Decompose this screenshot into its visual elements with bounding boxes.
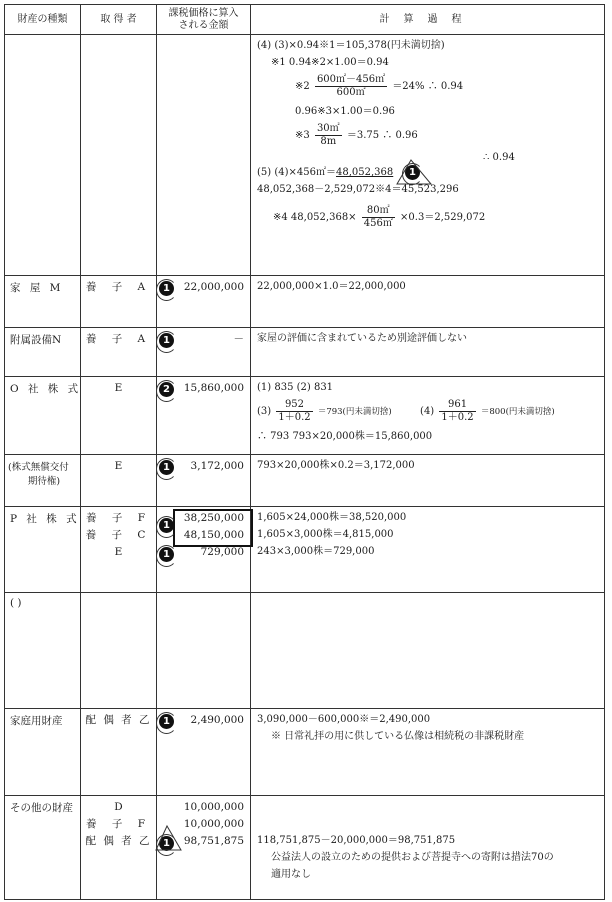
acquirer-cell: 養 子 F 養 子 C E	[81, 507, 157, 593]
amount-cell: 1 22,000,000	[157, 276, 251, 328]
score-mark: 1	[159, 547, 174, 562]
fraction: $\frac{961}{1+0.2}$	[441, 399, 474, 423]
score-mark: 1	[405, 165, 420, 180]
table-row-fixture	[5, 328, 605, 377]
kind-cell: 家 屋 M	[5, 276, 81, 328]
calc-line: 48,052,368－2,529,072※4＝45,523,296	[257, 184, 459, 195]
valuation-table	[4, 4, 605, 900]
calc-line: 0.96※3×1.00＝0.96	[295, 106, 395, 117]
fraction: $\frac{80㎡}{456㎡}$	[363, 205, 393, 229]
score-mark: 1	[159, 518, 174, 533]
kind-cell: 附属設備N	[5, 328, 81, 377]
table-row-house	[5, 276, 605, 328]
kind-cell: 家庭用財産	[5, 709, 81, 796]
table-row-p-stock	[5, 507, 605, 593]
calc-line: ※1 0.94※2×1.00＝0.94	[271, 57, 389, 68]
calc-cell: 1,605×24,000株＝38,520,000 1,605×3,000株＝4,815,000 243×3,000株＝729,000	[251, 507, 605, 593]
calc-line: ∴ 0.94	[483, 152, 515, 163]
calc-cell: 家屋の評価に含まれているため別途評価しない	[251, 328, 605, 377]
amount-cell: 1 －	[157, 328, 251, 377]
calc-line: (4) (3)×0.94※1＝105,378(円未満切捨)	[257, 40, 445, 51]
table-row-household	[5, 709, 605, 796]
header-amount	[157, 5, 251, 35]
header-acquirer: 取 得 者	[81, 5, 157, 35]
underlined-value: 48,052,368	[335, 167, 394, 178]
table-row-blank	[5, 593, 605, 709]
kind-cell: その他の財産	[5, 796, 81, 900]
header-row	[5, 5, 605, 35]
acquirer-cell: 養 子 A	[81, 328, 157, 377]
fraction: $\frac{952}{1+0.2}$	[278, 399, 311, 423]
score-mark: 1	[159, 281, 174, 296]
kind-cell: ( )	[5, 593, 81, 709]
score-mark: 1	[159, 333, 174, 348]
calc-line: ※2 $\frac{600㎡-456㎡}{600㎡}$ ＝24% ∴ 0.94	[295, 74, 464, 98]
header-calc: 計算過程	[251, 5, 605, 35]
acquirer-cell: E	[81, 377, 157, 455]
triangle-mark-icon	[153, 824, 183, 852]
table-row-other	[5, 796, 605, 900]
acquirer-cell: 配 偶 者 乙	[81, 709, 157, 796]
calc-cell: (1) 835 (2) 831 (3) $\frac{952}{1+0.2}$ ＝793(円未満切捨) (4) $\frac{961}{1+0.2}$ ＝800(円未満切捨) ∴ 793 793×20,000株＝15,860,000	[251, 377, 605, 455]
acquirer-cell: D 養 子 F 配 偶 者 乙	[81, 796, 157, 900]
calc-line: (5) (4)×456㎡＝48,052,368 1	[257, 164, 604, 181]
header-kind: 財産の種類	[5, 5, 81, 35]
calc-cell: 118,751,875－20,000,000＝98,751,875 公益法人の設立のための提供および菩提寺への寄附は措法70の 適用なし	[251, 796, 605, 900]
calc-line: ※4 48,052,368× $\frac{80㎡}{456㎡}$ ×0.3＝2,529,072	[273, 205, 486, 229]
amount-cell: 1 3,172,000	[157, 455, 251, 507]
score-mark: 2	[159, 382, 174, 397]
amount-cell: 1 1 38,250,000 48,150,000 729,000	[157, 507, 251, 593]
header-amount-line2: される金額	[178, 19, 229, 31]
table-row-o-stock	[5, 377, 605, 455]
fraction: $\frac{30㎡}{8m}$	[316, 123, 340, 147]
amount-cell: 1 10,000,000 10,000,000 98,751,875	[157, 796, 251, 900]
score-mark: 1	[159, 836, 174, 851]
highlight-box	[173, 509, 253, 547]
valuation-table-sheet	[4, 4, 604, 898]
header-amount-line1: 課税価格に算入	[168, 7, 239, 19]
score-mark: 1	[159, 714, 174, 729]
calc-cell: 793×20,000株×0.2＝3,172,000	[251, 455, 605, 507]
score-mark: 1	[159, 460, 174, 475]
table-row-stock-rights	[5, 455, 605, 507]
calc-cell: 3,090,000－600,000※＝2,490,000 ※ 日常礼拝の用に供している仏像は相続税の非課税財産	[251, 709, 605, 796]
acquirer-cell: E	[81, 455, 157, 507]
kind-cell: (株式無償交付 期待権)	[5, 455, 81, 507]
calc-cell: 22,000,000×1.0＝22,000,000	[251, 276, 605, 328]
amount-cell: 1 2,490,000	[157, 709, 251, 796]
land-calc	[251, 35, 605, 276]
kind-cell: O 社 株 式	[5, 377, 81, 455]
acquirer-cell: 養 子 A	[81, 276, 157, 328]
fraction: $\frac{600㎡-456㎡}{600㎡}$	[316, 74, 386, 98]
amount-cell: 2 15,860,000	[157, 377, 251, 455]
table-row-land-continued	[5, 35, 605, 276]
calc-line: ※3 $\frac{30㎡}{8m}$ ＝3.75 ∴ 0.96	[295, 123, 418, 147]
kind-cell: P 社 株 式	[5, 507, 81, 593]
